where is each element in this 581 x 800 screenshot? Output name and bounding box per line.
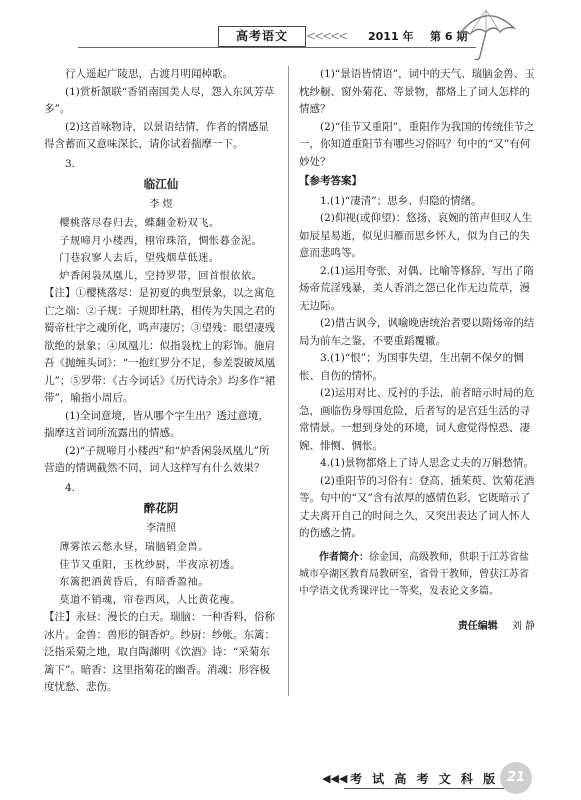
author-bio-label: 作者简介： [319,551,369,563]
issue-year: 2011 年 [368,30,414,43]
poem-author-4: 李清照 [146,522,176,534]
poem-line: 薄雾浓云愁永昼，瑞脑销金兽。 [59,542,209,553]
poem-line: 樱桃落尽春归去，蝶翻金粉双飞。 [59,218,220,229]
poem-note-3: 【注】①樱桃落尽：是初夏的典型景象，以之寓危亡之端：②子规：子规即杜鹃，相传为失国之君的蜀帝杜宇之魂所化，鸣声凄厉；③望残：眼望凄残欲绝的景象；④凤凰儿：似指袅枕上的彩饰。施肩吾《抛缠头词》：“一抱红罗分不足，参差裂破凤凰儿”；⑤罗带：《古今词话》《历代诗余》均多作“裙带”，喻指小周后。 [44,287,276,404]
right-column [299,66,535,635]
poem-line: 子规啼月小楼西，栩帘珠箔，惆怅暮金泥。 [59,235,263,247]
answer-1-1: 1.(1)“凄清”；思乡、归隐的情绪。 [320,194,482,207]
footer-rule [344,788,504,789]
item-number-4: 4. [65,481,76,494]
poem-line: 莫道不销魂，帘卷西风，人比黄花瘦。 [59,594,241,606]
chevron-decoration: <<<<< [306,29,347,43]
poem-note-4: 【注】永昼：漫长的白天。瑞脑：一种香料，俗称冰片。金兽：兽形的铜香炉。纱厨：纱帐。东篱：泛指采菊之地，取自陶渊明《饮酒》诗：“采菊东篱下”。暗香：这里指菊花的幽香。消魂：形容极度忧愁、悲伤。 [44,611,275,693]
poem-title-4: 醉花阴 [143,501,179,515]
answers-heading: 【参考答案】 [299,175,362,187]
editor-credit [299,618,535,636]
question-4-1: (1)“景语皆情语”，词中的天气、瑞脑金兽、玉枕纱橱、窗外菊花、等景物，都烙上了词人怎样的情感？ [299,68,535,115]
answer-4-2: (2)重阳节的习俗有：登高、插茱萸、饮菊花酒等。句中的“又”含有浓厚的感情色彩，它既暗示了丈夫离开自己的时间之久，又突出表达了词人怀人的伤感之情。 [299,474,535,539]
answer-4-1: 4.(1)景物都烙上了诗人思念丈夫的万斛愁情。 [320,457,534,469]
footer-edition: 考 试 高 考 文 科 版 [350,772,499,786]
answer-2-2: (2)借古讽今，讽喻晚唐统治者要以隋炀帝的结局为前车之鉴，不要重蹈覆辙。 [299,317,535,347]
issue-number: 第 6 期 [430,30,468,43]
page-header [0,0,581,56]
header-rule [78,47,476,48]
item-number-3: 3. [65,157,76,170]
question-2-1: (1)赏析颔联“香销南国美人尽，怨入东风芳草多”。 [44,85,275,115]
question-3-2: (2)“子规啼月小楼西”和“炉香闲袅凤凰儿”所营造的情调截然不同，词人这样写有什么效果？ [44,444,270,474]
magazine-title: 高考语文 [218,26,306,47]
poem-closing-line: 行人遥起广陵思，古渡月明闻棹歌。 [65,68,233,80]
poem-author-3: 李 煜 [149,198,173,210]
poem-line: 东篱把酒黄昏后，有暗香盈袖。 [59,577,209,588]
author-bio-text: 徐金国，高级教师，供职于江苏省盐城市亭湖区教育局教研室，省骨干教师，曾获江苏省中学语文优秀课评比一等奖，发表论文多篇。 [299,551,529,597]
poem-title-3: 临江仙 [143,177,179,191]
answer-3-1: 3.(1)“恨”；为国事失望，生出朝不保夕的惆怅、自伤的情怀。 [299,352,524,382]
editor-label: 责任编辑 [457,620,498,632]
poem-line: 佳节又重阳，玉枕纱厨，半夜凉初透。 [59,559,241,571]
column-divider [288,66,289,696]
answer-1-2: (2)仰视(或仰望)：悠扬、哀婉的笛声但叹人生如辰星易逝，似见归雁而思乡怀人，似为自己的失意而悲鸣等。 [299,212,533,259]
poem-line: 门巷寂寥人去后，望残烟草低迷。 [59,253,220,264]
answer-2-1: 2.(1)运用夸张、对偶、比喻等修辞，写出了隋炀帝荒淫残暴，美人香消之怨已化作无边荒草，漫无边际。 [299,264,534,312]
question-3-1: (1)全词意境，皆从哪个字生出？透过意境，揣摩这首词所流露出的情感。 [44,409,269,439]
question-2-2: (2)这首咏物诗，以景语结情，作者的情感显得含蓄而又意味深长，请你试着揣摩一下。 [44,120,269,150]
umbrella-icon [450,6,520,66]
poem-line: 炉香闲袅凤凰儿，空持罗带，回首恨依依。 [59,270,263,282]
page-footer [0,758,581,800]
question-4-2: (2)“佳节又重阳”，重阳作为我国的传统佳节之一，你知道重阳节有哪些习俗吗？句中的“又”有何妙处？ [299,120,535,168]
arrow-left-icon: ◀◀◀ [322,772,348,785]
page-number: 21 [500,762,532,794]
author-bio [299,549,535,600]
editor-name: 刘 静 [511,620,535,632]
answer-3-2: (2)运用对比、反衬的手法，前者暗示时局的危急，画临伤身辱国危险，后者写的是宫廷生活的寻常情景。一想到身处的环境，词人愈觉得惶恐、凄婉、悱恻、惆怅。 [299,387,535,452]
left-column [44,66,278,697]
